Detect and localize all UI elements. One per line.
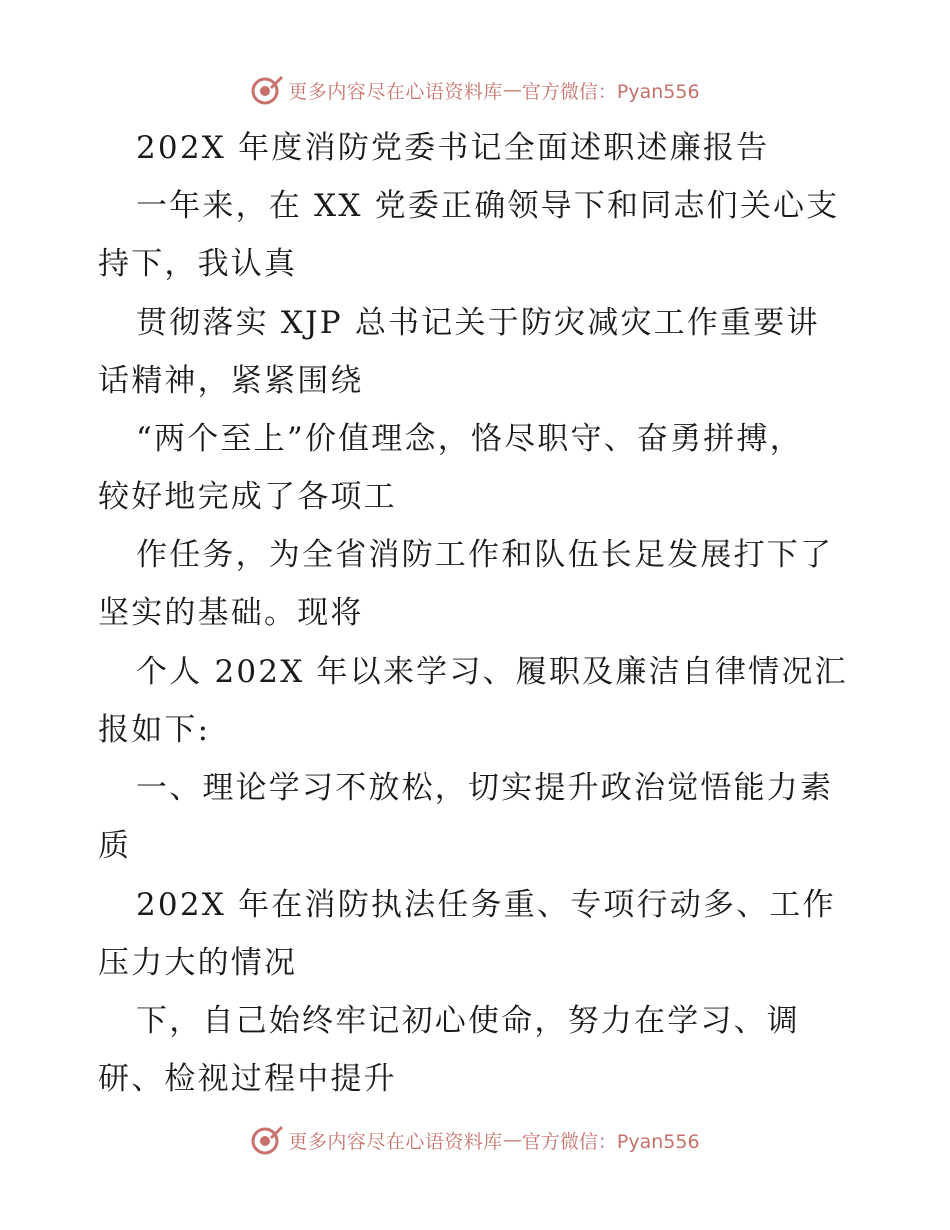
paragraph-line: 下，自己始终牢记初心使命，努力在学习、调 xyxy=(136,1003,800,1039)
watermark-main-text: 更多内容尽在心语资料库 xyxy=(288,1130,503,1153)
section-heading-continued: 质 xyxy=(98,828,132,864)
header-watermark xyxy=(0,70,950,110)
paragraph-line: 压力大的情况 xyxy=(98,945,298,981)
paragraph-line: 作任务，为全省消防工作和队伍长足发展打下了 xyxy=(136,537,834,573)
watermark-wechat-text: 官方微信：Pyan556 xyxy=(521,80,700,103)
paragraph-line: 话精神，紧紧围绕 xyxy=(98,363,364,399)
watermark-dash: — xyxy=(502,79,522,101)
paragraph-line: 贯彻落实 XJP 总书记关于防灾减灾工作重要讲 xyxy=(136,305,820,341)
paragraph-line: 较好地完成了各项工 xyxy=(98,479,397,515)
pen-logo-icon xyxy=(250,73,284,107)
paragraph-line: 研、检视过程中提升 xyxy=(98,1061,397,1097)
paragraph-line: 坚实的基础。现将 xyxy=(98,595,364,631)
footer-watermark xyxy=(0,1120,950,1160)
watermark-main-text: 更多内容尽在心语资料库 xyxy=(288,80,503,103)
document-title: 202X 年度消防党委书记全面述职述廉报告 xyxy=(136,130,770,166)
paragraph-line: 一年来，在 XX 党委正确领导下和同志们关心支 xyxy=(136,188,840,224)
paragraph-line: 持下，我认真 xyxy=(98,246,298,282)
paragraph-line: 个人 202X 年以来学习、履职及廉洁自律情况汇 xyxy=(136,654,848,690)
paragraph-line: 报如下: xyxy=(98,712,211,748)
paragraph-line: 202X 年在消防执法任务重、专项行动多、工作 xyxy=(136,887,836,923)
watermark-wechat-text: 官方微信：Pyan556 xyxy=(521,1130,700,1153)
paragraph-line: “两个至上”价值理念，恪尽职守、奋勇拼搏， xyxy=(136,421,803,457)
section-heading: 一、理论学习不放松，切实提升政治觉悟能力素 xyxy=(136,770,834,806)
pen-logo-icon xyxy=(250,1123,284,1157)
watermark-dash: — xyxy=(502,1129,522,1151)
